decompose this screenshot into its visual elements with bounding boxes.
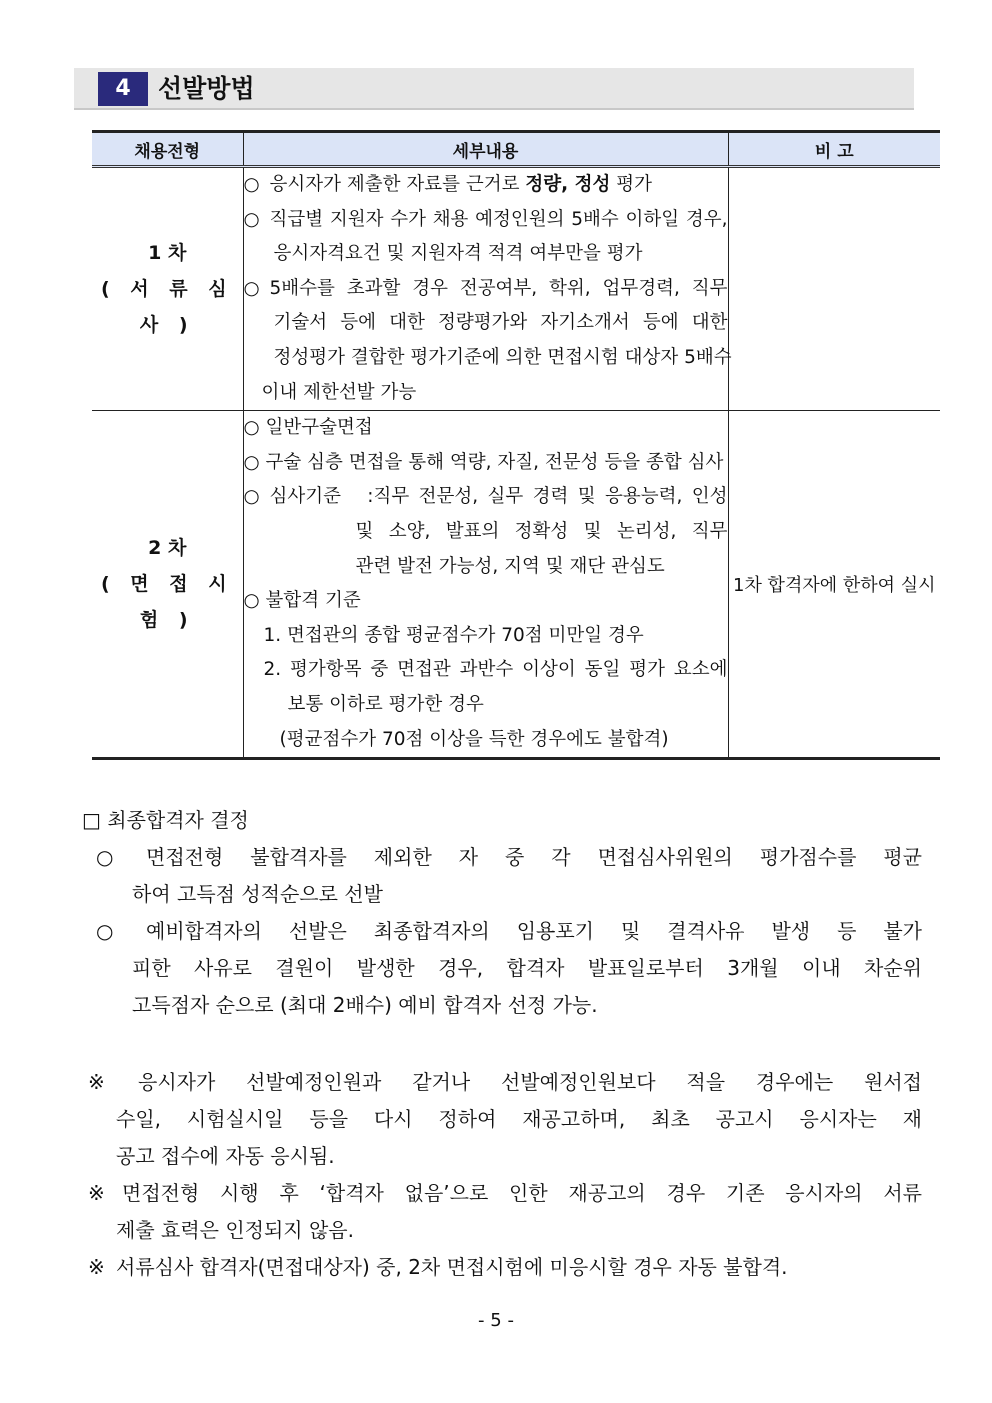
header-details: 세부내용 xyxy=(243,132,728,167)
final-bullet: ○ 면접전형 불합격자를 제외한 자 중 각 면접심사위원의 평가점수를 평균 xyxy=(96,845,922,869)
header-stage: 채용전형 xyxy=(92,132,243,167)
page-number: - 5 - xyxy=(478,1310,514,1331)
table-row-interview xyxy=(92,411,940,759)
final-selection-section xyxy=(80,802,922,1024)
list-item: ○ 불합격 기준 xyxy=(243,590,361,612)
final-bullet: ○ 예비합격자의 선발은 최종합격자의 임용포기 및 결격사유 발생 등 불가 xyxy=(96,919,922,943)
note-item: ※ 서류심사 합격자(면접대상자) 중, 2차 면접시험에 미응시할 경우 자동 불합격. xyxy=(88,1255,788,1279)
final-bullet-continuation: 하여 고득점 성적순으로 선발 xyxy=(132,882,383,906)
criteria-continuation: 관련 발전 가능성, 지역 및 재단 관심도 xyxy=(355,555,665,577)
header-remarks: 비 고 xyxy=(728,132,940,167)
section-number: 4 xyxy=(98,72,148,106)
table-header-row xyxy=(92,132,940,167)
note-item: ※ 응시자가 선발예정인원과 같거나 선발예정인원보다 적을 경우에는 원서접 xyxy=(88,1070,922,1094)
list-item-continuation: 이내 제한선발 가능 xyxy=(261,381,417,403)
details-cell xyxy=(243,167,732,411)
criteria-continuation: 및 소양, 발표의 정확성 및 논리성, 직무 xyxy=(355,520,728,542)
list-item: ○ 구술 심층 면접을 통해 역량, 자질, 전문성 등을 종합 심사 xyxy=(243,451,724,473)
fail-criterion-continuation: 보통 이하로 평가한 경우 xyxy=(287,693,484,715)
fail-criterion-note: (평균점수가 70점 이상을 득한 경우에도 불합격) xyxy=(279,728,669,750)
note-continuation: 공고 접수에 자동 응시됨. xyxy=(116,1144,335,1168)
list-item: ○ 일반구술면접 xyxy=(243,417,373,439)
stage-name: ( 서 류 심 사 ) xyxy=(100,278,234,337)
stage-number: 2 차 xyxy=(148,537,187,560)
selection-method-table xyxy=(92,130,940,760)
section-title: 선발방법 xyxy=(158,74,255,103)
list-item: ○ 응시자가 제출한 자료를 근거로 정량, 정성 평가 xyxy=(243,174,652,195)
criteria-item: ○ 심사기준 :직무 전문성, 실무 경력 및 응용능력, 인성 xyxy=(243,486,728,508)
fail-criterion: 1. 면접관의 종합 평균점수가 70점 미만일 경우 xyxy=(263,624,644,646)
fail-criterion: 2. 평가항목 중 면접관 과반수 이상이 동일 평가 요소에 xyxy=(263,659,728,681)
stage-number: 1 차 xyxy=(148,242,187,265)
remarks-cell xyxy=(728,167,940,411)
remarks-cell: 1차 합격자에 한하여 실시 xyxy=(728,411,940,759)
table-row-document-screening xyxy=(92,167,940,411)
list-item-continuation: 정성평가 결합한 평가기준에 의한 면접시험 대상자 5배수 xyxy=(273,346,732,368)
notes-section xyxy=(80,1064,922,1286)
final-bullet-continuation: 고득점자 순으로 (최대 2배수) 예비 합격자 선정 가능. xyxy=(132,993,598,1017)
stage-cell xyxy=(92,411,243,759)
list-item: ○ 직급별 지원자 수가 채용 예정인원의 5배수 이하일 경우, xyxy=(243,208,728,230)
list-item-continuation: 기술서 등에 대한 정량평가와 자기소개서 등에 대한 xyxy=(273,312,728,334)
note-item: ※ 면접전형 시행 후 ‘합격자 없음’으로 인한 재공고의 경우 기존 응시자의 서류 xyxy=(88,1181,922,1205)
section-header xyxy=(74,68,914,110)
stage-cell xyxy=(92,167,243,411)
final-selection-heading: □ 최종합격자 결정 xyxy=(82,808,249,832)
list-item: ○ 5배수를 초과할 경우 전공여부, 학위, 업무경력, 직무 xyxy=(243,277,728,299)
note-continuation: 제출 효력은 인정되지 않음. xyxy=(116,1218,354,1242)
note-continuation: 수일, 시험실시일 등을 다시 정하여 재공고하며, 최초 공고시 응시자는 재 xyxy=(116,1107,922,1131)
final-bullet-continuation: 피한 사유로 결원이 발생한 경우, 합격자 발표일로부터 3개월 이내 차순위 xyxy=(132,956,922,980)
details-cell xyxy=(243,411,728,759)
list-item-continuation: 응시자격요건 및 지원자격 적격 여부만을 평가 xyxy=(273,243,643,265)
stage-name: ( 면 접 시 험 ) xyxy=(100,573,234,632)
